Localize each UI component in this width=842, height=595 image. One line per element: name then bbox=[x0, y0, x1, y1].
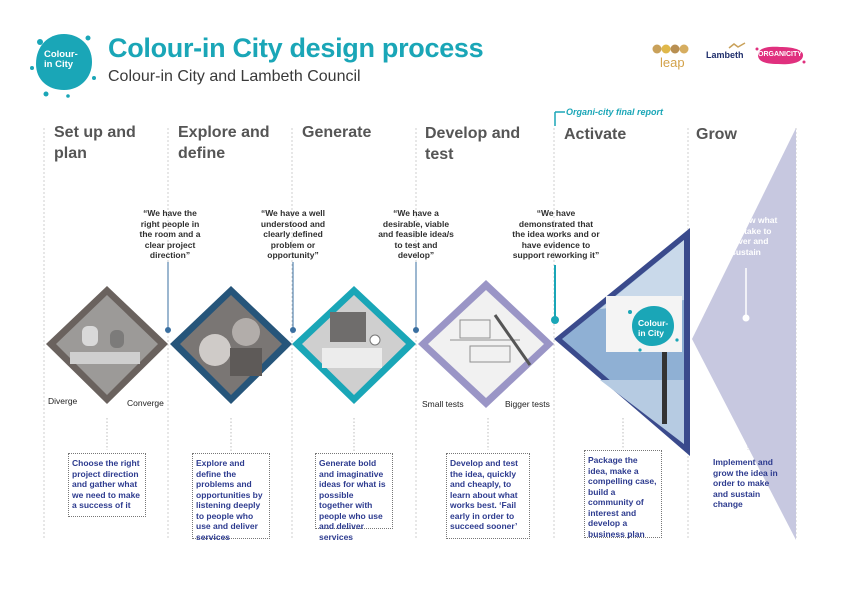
report-label: Organi-city final report bbox=[566, 107, 664, 117]
partner-organicity: ORGANICITY bbox=[758, 51, 802, 58]
stage-4-diamond bbox=[418, 280, 554, 408]
description-grow: Implement and grow the idea in order to make and sustain change bbox=[713, 457, 778, 509]
stage-2-diamond bbox=[170, 286, 292, 404]
stage-3-diamond bbox=[292, 286, 416, 404]
quote-3: “We have a desirable, viable and feasible idea/s to test and develop” bbox=[378, 208, 454, 260]
quote-5: “We know what it will take to deliver and sustain bbox=[714, 215, 778, 257]
stage-title-explore: Explore and define bbox=[178, 124, 270, 162]
activate-logo-text: Colour-in City bbox=[638, 318, 669, 338]
quote-4: “We have demonstrated that the idea works and or have evidence to support reworking it” bbox=[512, 208, 600, 260]
partner-lambeth: Lambeth bbox=[706, 50, 744, 60]
stage-title-setup: Set up and plan bbox=[54, 124, 136, 162]
quote-2: “We have a well understood and clearly defined problem or opportunity” bbox=[260, 208, 326, 260]
stage-1-diamond bbox=[46, 286, 168, 404]
stage-title-grow: Grow bbox=[696, 126, 737, 143]
activate-wedge bbox=[554, 228, 690, 456]
description-generate: Generate bold and imaginative ideas for what is possible together with people who use and deliver services bbox=[315, 453, 393, 529]
description-develop: Develop and test the idea, quickly and cheaply, to learn about what works best. ‘Fail early in order to succeed sooner’ bbox=[446, 453, 530, 539]
page-title: Colour-in City design process bbox=[108, 33, 484, 63]
label-bigger-tests: Bigger tests bbox=[505, 399, 550, 409]
description-activate: Package the idea, make a compelling case, build a community of interest and develop a business plan bbox=[584, 450, 662, 538]
label-converge: Converge bbox=[127, 398, 164, 408]
quote-1: “We have the right people in the room and a clear project direction” bbox=[139, 208, 201, 260]
logo-text: Colour-in City bbox=[44, 49, 78, 70]
page-subtitle: Colour-in City and Lambeth Council bbox=[108, 68, 361, 85]
stage-title-develop: Develop and test bbox=[425, 125, 521, 163]
label-small-tests: Small tests bbox=[422, 399, 464, 409]
description-setup: Choose the right project direction and gather what we need to make a success of it bbox=[68, 453, 146, 517]
description-explore: Explore and define the problems and opportunities by listening deeply to people who use and deliver services bbox=[192, 453, 270, 539]
partner-leap: leap bbox=[660, 55, 685, 70]
label-diverge: Diverge bbox=[48, 396, 78, 406]
stage-title-generate: Generate bbox=[302, 124, 372, 141]
stage-title-activate: Activate bbox=[564, 126, 627, 143]
